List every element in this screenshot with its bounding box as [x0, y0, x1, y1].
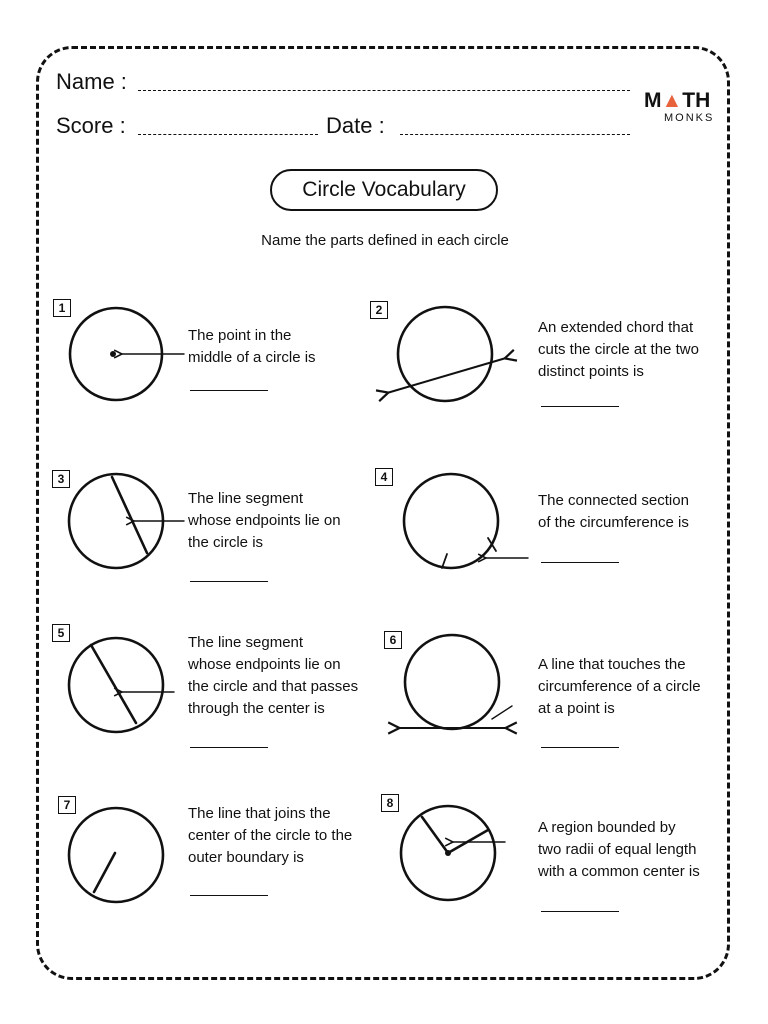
- question-line: whose endpoints lie on: [188, 512, 341, 529]
- question-line: whose endpoints lie on: [188, 656, 341, 673]
- center-point: [110, 351, 116, 357]
- question-line: the circle is: [188, 534, 264, 551]
- question-line: the circle and that passes: [188, 678, 359, 695]
- circle-figure-7: [69, 808, 163, 902]
- chord-segment: [112, 477, 147, 553]
- question-line: middle of a circle is: [188, 349, 316, 366]
- question-line: The connected section: [538, 492, 689, 509]
- question-number-5: 5: [52, 624, 70, 642]
- pointer-arrow-6: [492, 706, 512, 719]
- logo-triangle-icon: ▲: [661, 89, 683, 112]
- score-label: Score :: [56, 113, 126, 138]
- question-number-7: 7: [58, 796, 76, 814]
- circle-figure-6: [405, 635, 499, 729]
- worksheet-title: Circle Vocabulary: [270, 169, 498, 211]
- question-line: The line that joins the: [188, 805, 331, 822]
- circle-figure-2: [398, 307, 492, 401]
- question-line: outer boundary is: [188, 849, 304, 866]
- question-line: The line segment: [188, 634, 304, 651]
- question-line: cuts the circle at the two: [538, 341, 699, 358]
- question-line: An extended chord that: [538, 319, 694, 336]
- question-line: two radii of equal length: [538, 841, 697, 858]
- radius-segment: [94, 853, 115, 892]
- logo-subtitle: MONKS: [664, 112, 715, 124]
- question-number-8: 8: [381, 794, 399, 812]
- question-number-1: 1: [53, 299, 71, 317]
- question-line: The point in the: [188, 327, 292, 344]
- question-number-4: 4: [375, 468, 393, 486]
- arc-tick-mark: [442, 554, 447, 568]
- sector-radius: [422, 817, 448, 853]
- circle-figure-4: [404, 474, 498, 568]
- logo-word-th: TH: [682, 89, 711, 112]
- worksheet-instructions: Name the parts defined in each circle: [261, 232, 509, 249]
- sector-center-point: [445, 850, 451, 856]
- question-number-2: 2: [370, 301, 388, 319]
- question-line: of the circumference is: [538, 514, 689, 531]
- diameter-segment: [91, 645, 136, 723]
- question-line: A region bounded by: [538, 819, 676, 836]
- question-number-6: 6: [384, 631, 402, 649]
- question-line: A line that touches the: [538, 656, 686, 673]
- name-label: Name :: [56, 69, 127, 94]
- question-line: at a point is: [538, 700, 615, 717]
- circle-figure-5: [69, 638, 163, 732]
- logo-word-m: M: [644, 89, 662, 112]
- question-line: center of the circle to the: [188, 827, 353, 844]
- question-line: distinct points is: [538, 363, 644, 380]
- question-line: through the center is: [188, 700, 325, 717]
- question-line: with a common center is: [538, 863, 700, 880]
- date-label: Date :: [326, 113, 385, 138]
- question-number-3: 3: [52, 470, 70, 488]
- question-line: The line segment: [188, 490, 304, 507]
- question-line: circumference of a circle: [538, 678, 701, 695]
